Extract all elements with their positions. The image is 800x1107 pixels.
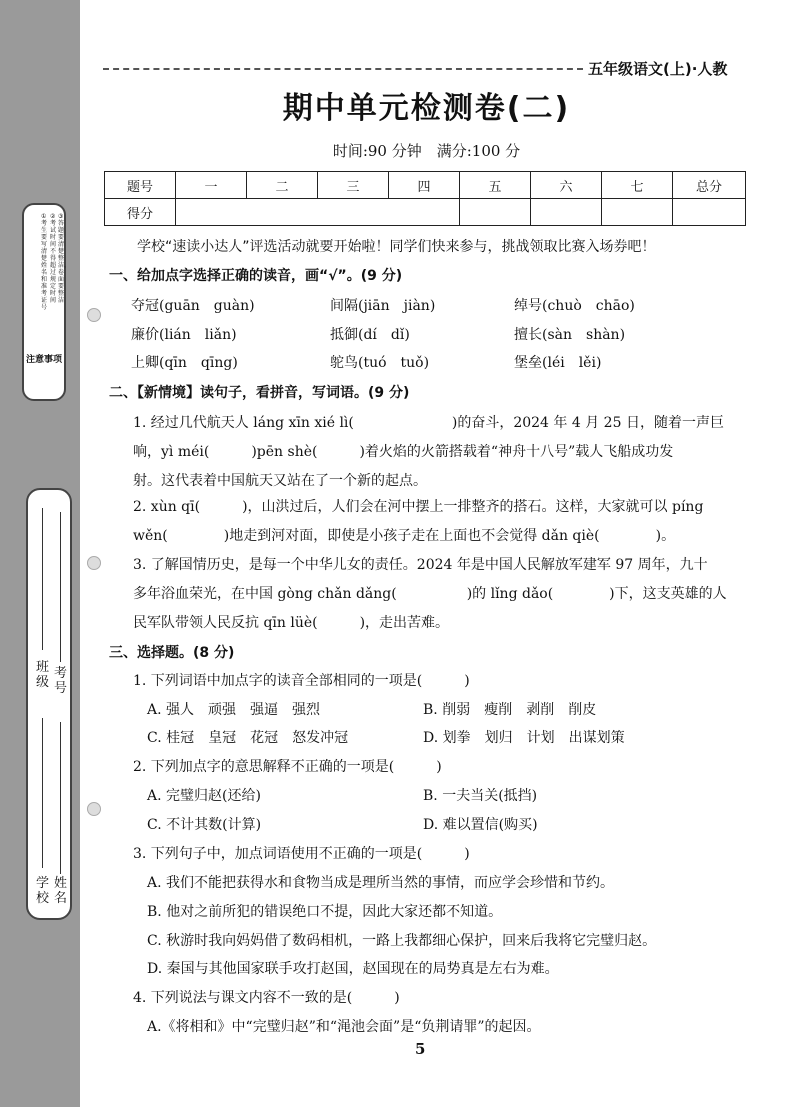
question-line: 4. 下列说法与课文内容不一致的是( ) (133, 990, 400, 1006)
score-input-cell[interactable] (673, 199, 746, 226)
grade-label: 五年级语文(上)·人教 (588, 60, 728, 78)
school-label: 学校 (36, 876, 50, 906)
question-line: 2. xùn qī( )，山洪过后，人们会在河中摆上一排整齐的搭石。这样，大家就可以 píng (133, 499, 704, 515)
notice-box (22, 203, 71, 401)
cell: 二 (247, 172, 318, 199)
pinyin-item: 上卿(qīn qīng) (131, 355, 238, 371)
notice-title: 注意事项 (26, 355, 63, 365)
section-2-heading: 二、【新情境】读句子，看拼音，写词语。(9 分) (109, 385, 410, 401)
question-line: 3. 了解国情历史，是每一个中华儿女的责任。2024 年是中国人民解放军建军 97 周年，九十 (133, 557, 708, 573)
option: D. 划拳 划归 计划 出谋划策 (423, 730, 625, 746)
question-line: 1. 下列词语中加点字的读音全部相同的一项是( ) (133, 673, 470, 689)
exam-no-line (60, 512, 61, 662)
cell: 总分 (673, 172, 746, 199)
question-line: 1. 经过几代航天人 láng xīn xié lì( )的奋斗，2024 年 4 月 25 日，随着一声巨 (133, 415, 724, 431)
score-input-cell[interactable] (602, 199, 673, 226)
cell: 六 (531, 172, 602, 199)
cell: 得分 (105, 199, 176, 226)
cell: 七 (602, 172, 673, 199)
class-label: 班级 (36, 660, 50, 690)
cell: 三 (318, 172, 389, 199)
pinyin-item: 抵御(dí dǐ) (330, 327, 410, 343)
option: C. 不计其数(计算) (147, 817, 262, 833)
binding-hole (87, 802, 101, 816)
binding-sidebar (0, 0, 80, 1107)
score-table (104, 171, 746, 226)
option: D. 难以置信(购买) (423, 817, 538, 833)
notice-rule: ②考试时间不得超过规定时间 (50, 213, 57, 304)
question-line: wěn( )地走到河对面，即使是小孩子走在上面也不会觉得 dǎn qiè( )。 (133, 528, 676, 544)
section-1-heading: 一、给加点字选择正确的读音，画“√”。(9 分) (109, 268, 403, 284)
cell: 一 (176, 172, 247, 199)
question-line: 响，yì méi( )pēn shè( )着火焰的火箭搭载着“神舟十八号”载人飞船成功发 (133, 444, 674, 460)
question-line: 射。这代表着中国航天又站在了一个新的起点。 (133, 473, 427, 489)
option: C. 秋游时我向妈妈借了数码相机，一路上我都细心保护，回来后我将它完璧归赵。 (147, 933, 657, 949)
pinyin-item: 绰号(chuò chāo) (514, 298, 635, 314)
option: A. 我们不能把获得水和食物当成是理所当然的事情，而应学会珍惜和节约。 (147, 875, 615, 891)
pinyin-item: 堡垒(léi lěi) (514, 355, 602, 371)
score-input-cell[interactable] (176, 199, 460, 226)
option: A. 完璧归赵(还给) (147, 788, 261, 804)
option: B. 削弱 瘦削 剥削 削皮 (423, 702, 597, 718)
pinyin-item: 鸵鸟(tuó tuǒ) (330, 355, 430, 371)
score-table-score-row (105, 199, 746, 226)
option: A.《将相和》中“完璧归赵”和“渑池会面”是“负荆请罪”的起因。 (147, 1019, 541, 1035)
question-line: 3. 下列句子中，加点词语使用不正确的一项是( ) (133, 846, 470, 862)
pinyin-item: 夺冠(guān guàn) (131, 298, 255, 314)
option: C. 桂冠 皇冠 花冠 怒发冲冠 (147, 730, 349, 746)
binding-hole (87, 308, 101, 322)
option: B. 一夫当关(抵挡) (423, 788, 538, 804)
exam-info: 时间:90 分钟 满分:100 分 (332, 142, 521, 160)
pinyin-item: 擅长(sàn shàn) (514, 327, 626, 343)
binding-hole (87, 556, 101, 570)
class-line (42, 508, 43, 650)
name-line (60, 722, 61, 874)
name-label: 姓名 (54, 876, 68, 906)
cell: 题号 (105, 172, 176, 199)
option: B. 他对之前所犯的错误绝口不提，因此大家还都不知道。 (147, 904, 503, 920)
intro-text: 学校“速读小达人”评选活动就要开始啦！同学们快来参与，挑战领取比赛入场券吧！ (137, 239, 656, 255)
score-input-cell[interactable] (531, 199, 602, 226)
option: A. 强人 顽强 强逼 强烈 (147, 702, 321, 718)
question-line: 2. 下列加点字的意思解释不正确的一项是( ) (133, 759, 442, 775)
page-number: 5 (415, 1040, 426, 1058)
page-title: 期中单元检测卷(二) (282, 91, 571, 126)
section-3-heading: 三、选择题。(8 分) (109, 645, 235, 661)
cell: 五 (460, 172, 531, 199)
score-table-header-row (105, 172, 746, 199)
question-line: 民军队带领人民反抗 qīn lüè( )，走出苦难。 (133, 615, 450, 631)
school-line (42, 718, 43, 868)
pinyin-item: 廉价(lián liǎn) (131, 327, 237, 343)
notice-rule: ①考生要写清楚姓名和准考证号 (41, 213, 48, 311)
option: D. 秦国与其他国家联手攻打赵国，赵国现在的局势真是左右为难。 (147, 961, 559, 977)
notice-rule: ③答题要清楚整洁，卷面要整洁 (58, 213, 71, 304)
header-rule (103, 68, 583, 70)
student-info-box (26, 488, 72, 920)
exam-no-label: 考号 (54, 666, 68, 696)
score-input-cell[interactable] (460, 199, 531, 226)
question-line: 多年浴血荣光，在中国 gòng chǎn dǎng( )的 lǐng dǎo( )下，这支英雄的人 (133, 586, 727, 602)
cell: 四 (389, 172, 460, 199)
pinyin-item: 间隔(jiān jiàn) (330, 298, 436, 314)
